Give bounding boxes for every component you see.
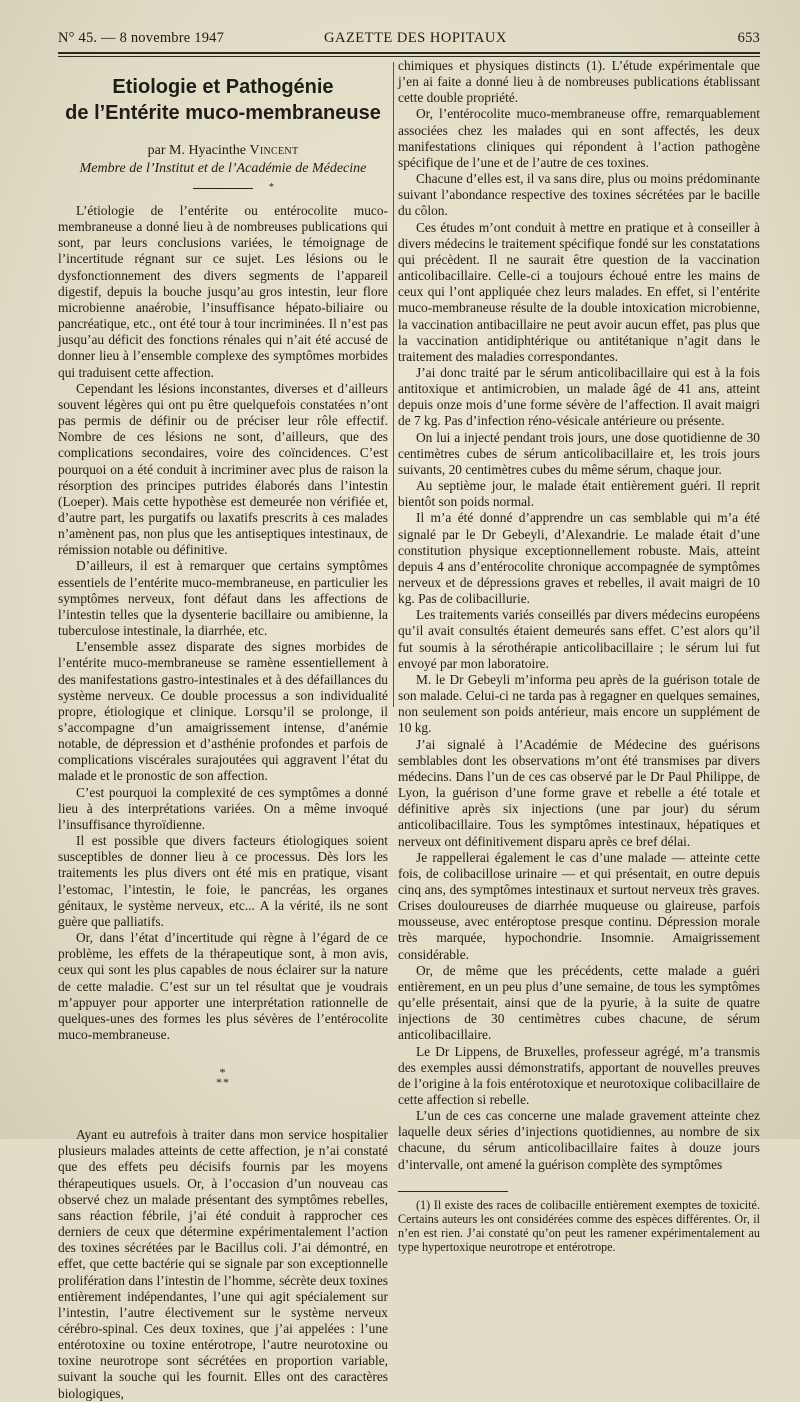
paragraph: Ces études m’ont conduit à mettre en pratique et à conseiller à divers médecins le traitement spécifique fondé sur les constatations qui précèdent. Il ne saurait être question de la vaccination anticolibacillaire. Celle-ci a toujours échoué entre les mains de ceux qui l’ont appliquée chez leurs malades. En effet, si l’entérite muco-membraneuse résulte de la double intoxication microbienne, la vaccination antibacillaire ne peut avoir aucun effet, pas plus que la vaccination antidiphtérique ou antitétanique n’agit dans le traitement des maladies correspondantes.	[398, 219, 760, 364]
paragraph: M. le Dr Gebeyli m’informa peu après de la guérison totale de son malade. Celui-ci ne tarda pas à regagner en quelques semaines, non seulement son poids antérieur, mais encore un supplément de 10 kg.	[398, 671, 760, 736]
paragraph: Il m’a été donné d’apprendre un cas semblable qui m’a été signalé par le Dr Gebeyli, d’Alexandrie. Le malade était d’une constitution physique exceptionnellement robuste. Mais, atteint depuis 4 ans d’entérocolite chronique accompagnée de symptômes nerveux et de dépressions graves et rebelles, il avait maigri de 10 kg. Pas de colibacillurie.	[398, 510, 760, 607]
page-header	[58, 30, 760, 52]
right-column	[398, 58, 760, 1255]
paragraph: Le Dr Lippens, de Bruxelles, professeur agrégé, m’a transmis des exemples aussi démonstratifs, apportant de nouvelles preuves de l’origine à la fois entérotoxique et neurotoxique colibacillaire de cette affection si rebelle.	[398, 1043, 760, 1107]
title-line-2: de l’Entérite muco-membraneuse	[65, 102, 381, 124]
paragraph: chimiques et physiques distincts (1). L’étude expérimentale que j’en ai faite a donné lieu à de nombreuses publications établissant cette double propriété.	[398, 58, 760, 106]
header-rule-thin	[58, 56, 760, 57]
paragraph: L’un de ces cas concerne une malade gravement atteinte chez laquelle deux séries d’injections quotidiennes, au nombre de six chacune, du sérum anticolibacillaire faites à douze jours d’intervalle, ont amené la guérison complète des symptômes	[398, 1108, 760, 1172]
paragraph: C’est pourquoi la complexité de ces symptômes a donné lieu à des interprétations variées. On a même invoqué l’insuffisance thyroïdienne.	[58, 784, 388, 832]
paragraph: Il est possible que divers facteurs étiologiques soient susceptibles de donner lieu à ce processus. Dès lors les traitements les plus divers ont été mis en pratique, visant l’estomac, l’intestin, le foie, le pancréas, les organes génitaux, le système nerveux, etc... A la vérité, ils ne sont guère que palliatifs.	[58, 833, 388, 929]
paragraph: Or, l’entérocolite muco-membraneuse offre, remarquablement associées chez les malades qui en sont affectés, les deux manifestations cliniques qui répondent à l’action pathogène spécifique de l’une et de l’autre de ces toxines.	[398, 106, 760, 170]
paragraph: On lui a injecté pendant trois jours, une dose quotidienne de 30 centimètres cubes de sérum anticolibacillaire et, les trois jours suivants, 20 centimètres cubes du même sérum, chaque jour.	[398, 429, 760, 477]
paragraph: Au septième jour, le malade était entièrement guéri. Il reprit bientôt son poids normal.	[398, 478, 760, 510]
paragraph: Chacune d’elles est, il va sans dire, plus ou moins prédominante suivant l’abondance respective des toxines sécrétées par le bacille du côlon.	[398, 171, 760, 219]
left-column	[58, 74, 388, 1402]
author-affiliation: Membre de l’Institut et de l’Académie de Médecine	[79, 161, 367, 176]
paragraph: Or, dans l’état d’incertitude qui règne à l’égard de ce problème, les effets de la thérapeutique sont, à mon avis, ceux qui sont les plus capables de nous éclairer sur la nature de cette maladie. C’est sur un tel résultat que je voudrais m’appuyer pour apporter une interprétation rationnelle de quelques-unes des formes les plus sévères de l’entérocolite muco-membraneuse.	[58, 930, 388, 1042]
title-line-1: Etiologie et Pathogénie	[112, 76, 334, 98]
paragraph: Cependant les lésions inconstantes, diverses et d’ailleurs souvent légères qui ont pu être quelquefois constatées n’ont pas permis de définir ou de préciser leur rôle effectif. Nombre de ces lésions ne sont, d’ailleurs, que des complications secondaires, voire des coïncidences. C’est pourquoi on a été conduit à incriminer avec plus de raison la résorption des principes putrides élaborés dans l’intestin (Loeper). Mais cette hypothèse est demeurée non vérifiée et, d’autre part, les purgatifs ou laxatifs prescrits à ces malades n’amènent pas, non plus que les antiseptiques intestinaux, de rémission notable ou définitive.	[58, 380, 388, 558]
paragraph: J’ai signalé à l’Académie de Médecine des guérisons semblables dont les observations m’ont été transmises par divers médecins. Dans l’un de ces cas observé par le Dr Paul Philippe, de Lyon, la guérison d’une forme grave et rebelle a été totale et définitive après six injections (une par jour) du sérum anticolibacillaire. Tous les symptômes intestinaux, hépatiques et nerveux ont définitivement disparu après ce bref délai.	[398, 736, 760, 849]
paragraph: J’ai donc traité par le sérum anticolibacillaire qui est à la fois antitoxique et antimicrobien, un malade âgé de 41 ans, atteint depuis onze mois d’une forme sévère de l’affection. Il avait maigri de 7 kg. Pas d’infection réno-vésicale antérieure ou présente.	[398, 364, 760, 429]
paragraph: Je rappellerai également le cas d’une malade — atteinte cette fois, de colibacillose urinaire — et qui présentait, en outre depuis cinq ans, des symptômes intestinaux et surtout nerveux très graves. Crises douloureuses de diarrhée muqueuse ou glaireuse, parfois mousseuse, avec entéroptose presque continu. Dépression morale très marquée, hypochondrie. Insomnie. Amaigrissement considérable.	[398, 849, 760, 962]
column-divider	[393, 62, 394, 707]
journal-title: GAZETTE DES HOPITAUX	[324, 30, 507, 46]
footnote: (1) Il existe des races de colibacille entièrement exemptes de toxicité. Certains auteurs les ont considérées comme des espèces différentes. Or, il n’en est rien. J’ai constaté qu’on peut les ramener expérimentalement au type hypertoxique neurotrope et entérotrope.	[398, 1197, 760, 1255]
paragraph: Ayant eu autrefois à traiter dans mon service hospitalier plusieurs malades atteints de cette affection, je n’ai constaté que des effets peu décisifs fournis par les moyens thérapeutiques usuels. Or, à l’occasion d’un nouveau cas observé chez un malade présentant des symptômes rebelles, sans réaction fébrile, j’ai été conduit à rapprocher ces derniers de ceux que détermine expérimentalement l’action des toxines sécrétées par le Bacillus coli. J’ai démontré, en effet, que cette bactérie qui se signale par son exceptionnelle prolifération dans l’intestin de l’homme, sécrète deux toxines entièrement indépendantes, l’une qui agit spécialement sur l’intestin, l’autre électivement sur le système nerveux cérébro-spinal. Ces deux toxines, que j’ai appelées : l’une entérotoxine ou toxine entérotrope, l’autre neurotoxine ou toxine neurotrope sont sécrétées en proportion variable, suivant la souche qui les fournit. Elles ont des caractères biologiques,	[58, 1127, 388, 1401]
paragraph: Les traitements variés conseillés par divers médecins européens qu’il avait consultés étaient demeurés sans effet. C’est alors qu’il fut soumis à la sérothérapie anticolibacillaire ; le sérum lui fut envoyé par mon laboratoire.	[398, 607, 760, 671]
paragraph: L’étiologie de l’entérite ou entérocolite muco-membraneuse a donné lieu à de nombreuses publications qui sont, par leurs conclusions variées, le témoignage de l’incertitude régnant sur ce sujet. Les lésions ou le dysfonctionnement des divers segments de l’appareil digestif, depuis la bouche jusqu’au gros intestin, leur flore microbienne anaérobie, l’insuffisance hépato-biliaire ou pancréatique, etc., ont été tour à tour incriminées. Il n’est pas jusqu’au déficit des fonctions rénales qui n’ait été accusé de donner lieu à l’ensemble complexe des symptômes morbides qui traduisent cette affection.	[58, 203, 388, 380]
title-rule	[193, 182, 274, 193]
header-rule	[58, 52, 760, 54]
paragraph: D’ailleurs, il est à remarquer que certains symptômes essentiels de l’entérite muco-membraneuse, en particulier les symptômes nerveux, font défaut dans les affections de l’intestin telles que la dysenterie bacillaire ou amibienne, la tuberculose intestinale, la diarrhée, etc.	[58, 558, 388, 639]
author-name: Vincent	[249, 143, 299, 158]
paragraph: Or, de même que les précédents, cette malade a guéri entièrement, en un peu plus d’une semaine, de tous les symptômes qu’elle présentait, ainsi que de la pyurie, à la suite de quatre injections de 30 centimètres cubes chacune, de sérum anticolibacillaire.	[398, 962, 760, 1043]
article-title	[58, 74, 388, 126]
issue-date: N° 45. — 8 novembre 1947	[58, 30, 225, 46]
footnote-rule	[398, 1191, 508, 1192]
paragraph: L’ensemble assez disparate des signes morbides de l’entérite muco-membraneuse se ramène essentiellement à des manifestations gastro-intestinales et à des défaillances du système nerveux. Ce double processus a son individualité propre, étiologique et clinique. Lorsqu’il se prolonge, il s’accompagne d’un amaigrissement intense, d’anémie notable, de dépression et d’asthénie profondes et parfois de complications viscérales surajoutées qui aggravent l’état du malade et le pronostic de son affection.	[58, 639, 388, 784]
page-number: 653	[737, 30, 760, 46]
title-ornament: *	[269, 182, 274, 193]
section-mark: * **	[216, 1065, 230, 1090]
byline-prefix: par M. Hyacinthe	[147, 143, 246, 158]
byline	[58, 142, 388, 160]
